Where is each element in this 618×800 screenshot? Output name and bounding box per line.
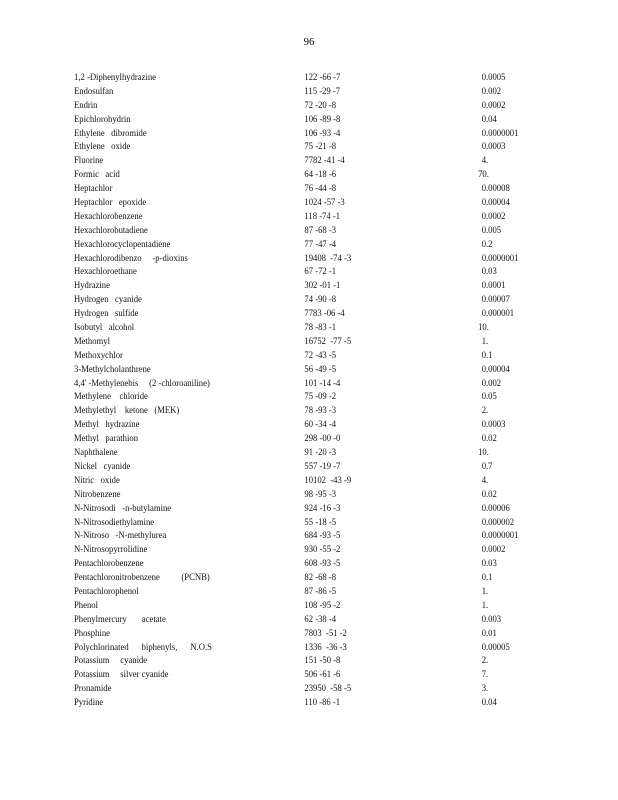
table-row	[74, 293, 510, 307]
table-row	[74, 210, 506, 224]
table-row	[74, 196, 510, 210]
table-row	[74, 599, 497, 613]
cas-number: 23950 -58 -5	[304, 683, 352, 695]
table-row	[74, 349, 497, 363]
chemical-name: Nitric oxide	[74, 474, 120, 486]
limit-value: 0.00004	[481, 363, 510, 375]
table-row	[74, 641, 510, 655]
cas-number: 60 -34 -4	[304, 419, 337, 431]
cas-number: 506 -61 -6	[304, 669, 341, 681]
chemical-name: Phenol	[74, 599, 98, 611]
chemical-name: Pentachloronitrobenzene (PCNB)	[74, 572, 210, 584]
chemical-name: Heptachlor epoxide	[74, 197, 147, 209]
limit-value: 0.0002	[481, 99, 506, 111]
chemical-name: Phosphine	[74, 627, 110, 639]
table-row	[74, 321, 497, 335]
cas-number: 108 -95 -2	[304, 599, 341, 611]
table-row	[74, 238, 497, 252]
chemical-name: Isobutyl alcohol	[74, 322, 135, 334]
cas-number: 87 -68 -3	[304, 224, 337, 236]
cas-number: 75 -21 -8	[304, 141, 337, 153]
cas-number: 75 -09 -2	[304, 391, 337, 403]
limit-value: 0.0002	[481, 544, 506, 556]
cas-number: 77 -47 -4	[304, 238, 337, 250]
limit-value: 0.00005	[481, 641, 510, 653]
limit-value: 0.002	[481, 377, 502, 389]
table-row	[74, 390, 497, 404]
table-row	[74, 182, 510, 196]
cas-number: 106 -89 -8	[304, 113, 341, 125]
limit-value: 0.0002	[481, 210, 506, 222]
limit-value: 0.2	[481, 238, 493, 250]
cas-number: 151 -50 -8	[304, 655, 341, 667]
chemical-name: 1,2 -Diphenylhydrazine	[74, 72, 157, 83]
cas-number: 115 -29 -7	[304, 85, 341, 97]
chemical-name: Hydrogen cyanide	[74, 294, 142, 306]
chemical-name: Pentachlorophenol	[74, 585, 139, 597]
limit-value: 4.	[481, 474, 489, 486]
table-row	[74, 446, 497, 460]
table-row	[74, 168, 497, 182]
limit-value: 1.	[481, 585, 489, 597]
limit-value: 0.00007	[481, 294, 510, 306]
cas-number: 106 -93 -4	[304, 127, 341, 139]
cas-number: 64 -18 -6	[304, 169, 337, 181]
limit-value: 7.	[481, 669, 489, 681]
cas-number: 7782 -41 -4	[304, 155, 345, 167]
limit-value: 0.7	[481, 460, 493, 472]
table-row	[74, 682, 497, 696]
table-row	[74, 252, 519, 266]
limit-value: 0.005	[481, 224, 502, 236]
cas-number: 930 -55 -2	[304, 544, 341, 556]
cas-number: 62 -38 -4	[304, 613, 337, 625]
chemical-name: Potassium silver cyanide	[74, 669, 169, 681]
cas-number: 19408 -74 -3	[304, 252, 352, 264]
limit-value: 2.	[481, 405, 489, 417]
chemical-name: Methyl parathion	[74, 433, 139, 445]
cas-number: 98 -95 -3	[304, 488, 337, 500]
chemical-name: Polychlorinated biphenyls, N.O.S	[74, 641, 212, 653]
cas-number: 16752 -77 -5	[304, 335, 352, 347]
limit-value: 0.003	[481, 613, 502, 625]
cas-number: 82 -68 -8	[304, 572, 337, 584]
table-row	[74, 279, 506, 293]
chemical-name: Endrin	[74, 99, 98, 111]
chemical-name: N-Nitrosodiethylamine	[74, 516, 155, 528]
chemical-name: Hexachlorobutadiene	[74, 224, 148, 236]
chemical-name: Hexachlorobenzene	[74, 210, 143, 222]
limit-value: 70.	[478, 169, 489, 181]
table-row	[74, 543, 506, 557]
chemical-name: Phenylmercury acetate	[74, 613, 166, 625]
chemical-name: Hexachloroethane	[74, 266, 137, 278]
table-row	[74, 529, 519, 543]
cas-number: 91 -20 -3	[304, 447, 337, 459]
table-row	[74, 668, 497, 682]
table-row	[74, 265, 497, 279]
limit-value: 0.03	[481, 558, 497, 570]
table-row	[74, 613, 502, 627]
table-row	[74, 627, 497, 641]
table-row	[74, 696, 497, 710]
cas-number: 72 -43 -5	[304, 349, 337, 361]
chemical-name: Naphthalene	[74, 447, 118, 459]
cas-number: 118 -74 -1	[304, 210, 341, 222]
cas-number: 78 -93 -3	[304, 405, 337, 417]
cas-number: 302 -01 -1	[304, 280, 341, 292]
limit-value: 0.000002	[481, 516, 515, 528]
limit-value: 0.0001	[481, 280, 506, 292]
limit-value: 0.1	[481, 572, 493, 584]
table-row	[74, 335, 497, 349]
chemical-name: Methylene chloride	[74, 391, 148, 403]
limit-value: 0.0000001	[481, 252, 519, 264]
limit-value: 3.	[481, 683, 489, 695]
limit-value: 0.02	[481, 488, 497, 500]
chemical-name: Hydrazine	[74, 280, 110, 292]
table-row	[74, 474, 497, 488]
table-row	[74, 460, 497, 474]
cas-number: 110 -86 -1	[304, 697, 341, 709]
limit-value: 0.04	[481, 697, 497, 709]
table-row	[74, 127, 519, 141]
cas-number: 56 -49 -5	[304, 363, 337, 375]
cas-number: 7803 -51 -2	[304, 627, 347, 639]
cas-number: 608 -93 -5	[304, 558, 341, 570]
table-row	[74, 113, 497, 127]
chemical-name: 4,4' -Methylenebis (2 -chloroaniline)	[74, 377, 210, 389]
table-row	[74, 85, 502, 99]
chemical-name: N-Nitroso -N-methylurea	[74, 530, 167, 542]
limit-value: 0.000001	[481, 308, 515, 320]
chemical-name: Pyridine	[74, 697, 104, 709]
chemical-name: Methomyl	[74, 335, 110, 347]
chemical-name: Ethylene oxide	[74, 141, 131, 153]
chemical-table	[74, 71, 544, 710]
cas-number: 298 -00 -0	[304, 433, 341, 445]
limit-value: 0.05	[481, 391, 497, 403]
chemical-name: Formic acid	[74, 169, 120, 181]
table-row	[74, 140, 506, 154]
chemical-name: Heptachlor	[74, 183, 113, 195]
table-row	[74, 224, 502, 238]
table-row	[74, 585, 497, 599]
limit-value: 0.0003	[481, 419, 506, 431]
cas-number: 67 -72 -1	[304, 266, 337, 278]
table-row	[74, 404, 497, 418]
chemical-name: Epichlorohydrin	[74, 113, 131, 125]
limit-value: 4.	[481, 155, 489, 167]
limit-value: 10.	[478, 447, 489, 459]
table-row	[74, 363, 510, 377]
table-row	[74, 557, 497, 571]
limit-value: 0.00004	[481, 197, 510, 209]
table-row	[74, 99, 506, 113]
cas-number: 7783 -06 -4	[304, 308, 345, 320]
table-row	[74, 488, 497, 502]
limit-value: 0.03	[481, 266, 497, 278]
chemical-name: Fluorine	[74, 155, 104, 167]
limit-value: 0.002	[481, 85, 502, 97]
chemical-name: Nitrobenzene	[74, 488, 121, 500]
chemical-name: Endosulfan	[74, 85, 114, 97]
limit-value: 1.	[481, 599, 489, 611]
chemical-name: N-Nitrosopyrrolidine	[74, 544, 148, 556]
chemical-name: N-Nitrosodi -n-butylamine	[74, 502, 172, 514]
chemical-name: Ethylene dibromide	[74, 127, 147, 139]
cas-number: 55 -18 -5	[304, 516, 337, 528]
limit-value: 2.	[481, 655, 489, 667]
cas-number: 924 -16 -3	[304, 502, 341, 514]
chemical-name: Nickel cyanide	[74, 460, 131, 472]
table-row	[74, 418, 506, 432]
chemical-name: Hexachlorodibenzo -p-dioxins	[74, 252, 188, 264]
table-row	[74, 377, 502, 391]
limit-value: 0.1	[481, 349, 493, 361]
cas-number: 684 -93 -5	[304, 530, 341, 542]
cas-number: 557 -19 -7	[304, 460, 341, 472]
chemical-name: Hydrogen sulfide	[74, 308, 139, 320]
limit-value: 0.0000001	[481, 530, 519, 542]
chemical-name: Pentachlorobenzene	[74, 558, 144, 570]
cas-number: 1336 -36 -3	[304, 641, 347, 653]
table-row	[74, 432, 497, 446]
table-row	[74, 71, 506, 85]
limit-value: 10.	[478, 322, 489, 334]
chemical-name: Methylethyl ketone (MEK)	[74, 405, 180, 417]
limit-value: 0.0000001	[481, 127, 519, 139]
limit-value: 1.	[481, 335, 489, 347]
table-row	[74, 502, 510, 516]
cas-number: 74 -90 -8	[304, 294, 337, 306]
limit-value: 0.0003	[481, 141, 506, 153]
chemical-name: Hexachlorocyclopentadiene	[74, 238, 171, 250]
chemical-name: Methoxychlor	[74, 349, 123, 361]
cas-number: 78 -83 -1	[304, 322, 337, 334]
limit-value: 0.0005	[481, 72, 506, 83]
cas-number: 87 -86 -5	[304, 585, 337, 597]
chemical-name: Methyl hydrazine	[74, 419, 140, 431]
table-row	[74, 307, 515, 321]
limit-value: 0.00008	[481, 183, 510, 195]
cas-number: 101 -14 -4	[304, 377, 341, 389]
limit-value: 0.04	[481, 113, 497, 125]
limit-value: 0.02	[481, 433, 497, 445]
limit-value: 0.01	[481, 627, 497, 639]
chemical-name: Potassium cyanide	[74, 655, 148, 667]
chemical-name: Pronamide	[74, 683, 112, 695]
limit-value: 0.00006	[481, 502, 510, 514]
cas-number: 76 -44 -8	[304, 183, 337, 195]
page-number: 96	[303, 36, 315, 48]
cas-number: 122 -66 -7	[304, 72, 341, 83]
table-row	[74, 654, 497, 668]
cas-number: 72 -20 -8	[304, 99, 337, 111]
cas-number: 10102 -43 -9	[304, 474, 352, 486]
table-row	[74, 571, 497, 585]
chemical-name: 3-Methylcholanthrene	[74, 363, 151, 375]
table-row	[74, 154, 497, 168]
cas-number: 1024 -57 -3	[304, 197, 345, 209]
table-row	[74, 516, 515, 530]
